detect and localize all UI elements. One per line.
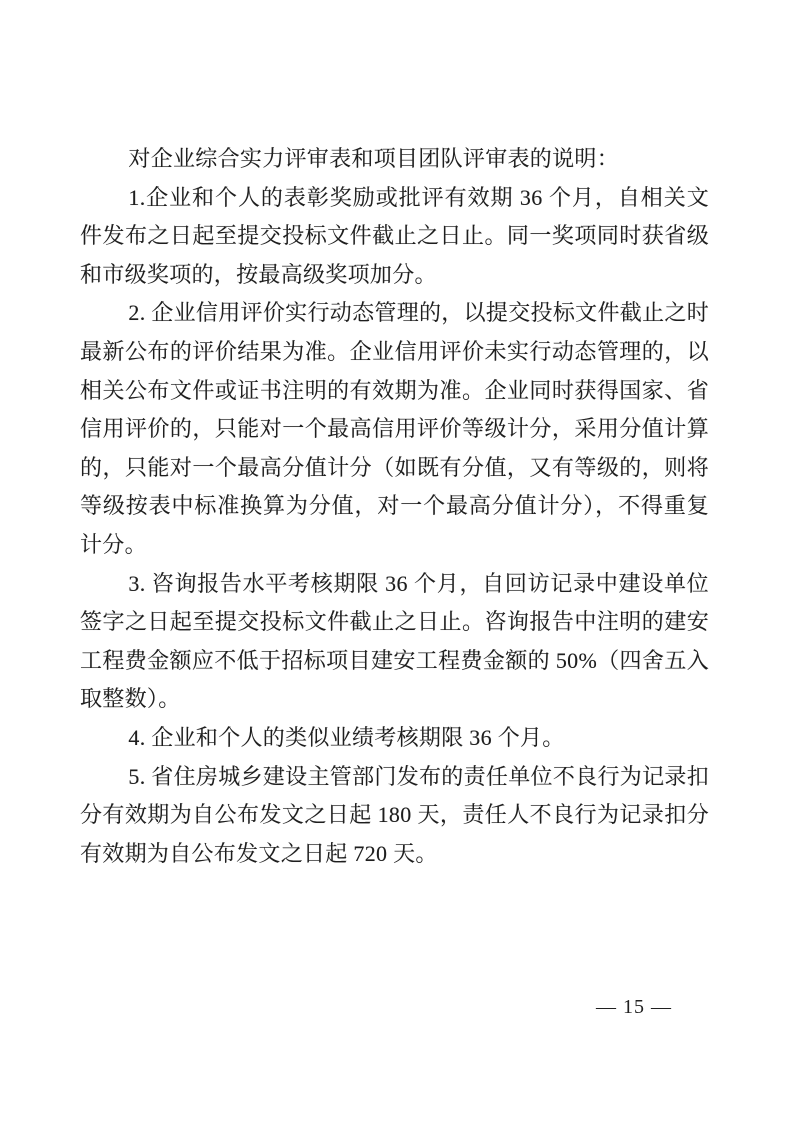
paragraph-item-5: 5. 省住房城乡建设主管部门发布的责任单位不良行为记录扣分有效期为自公布发文之日起 180 天，责任人不良行为记录扣分有效期为自公布发文之日起 720 天。 — [80, 763, 709, 866]
intro-paragraph: 对企业综合实力评审表和项目团队评审表的说明： — [128, 146, 619, 171]
paragraph-item-2: 2. 企业信用评价实行动态管理的，以提交投标文件截止之时最新公布的评价结果为准。企业信用评价未实行动态管理的，以相关公布文件或证书注明的有效期为准。企业同时获得国家、省信用评价的，只能对一个最高信用评价等级计分，采用分值计算的，只能对一个最高分值计分（如既有分值，又有等级的，则将等级按表中标准换算为分值，对一个最高分值计分），不得重复计分。 — [80, 300, 709, 557]
page-number: — 15 — — [596, 996, 672, 1018]
paragraph-item-3: 3. 咨询报告水平考核期限 36 个月，自回访记录中建设单位签字之日起至提交投标文件截止之日止。咨询报告中注明的建安工程费金额应不低于招标项目建安工程费金额的 50%（四舍五入取整数）。 — [80, 570, 709, 712]
page-footer — [0, 996, 799, 1026]
paragraph-item-1: 1.企业和个人的表彰奖励或批评有效期 36 个月，自相关文件发布之日起至提交投标文件截止之日止。同一奖项同时获省级和市级奖项的，按最高级奖项加分。 — [80, 184, 709, 287]
paragraph-item-4: 4. 企业和个人的类似业绩考核期限 36 个月。 — [128, 724, 565, 750]
document-body — [80, 140, 709, 873]
